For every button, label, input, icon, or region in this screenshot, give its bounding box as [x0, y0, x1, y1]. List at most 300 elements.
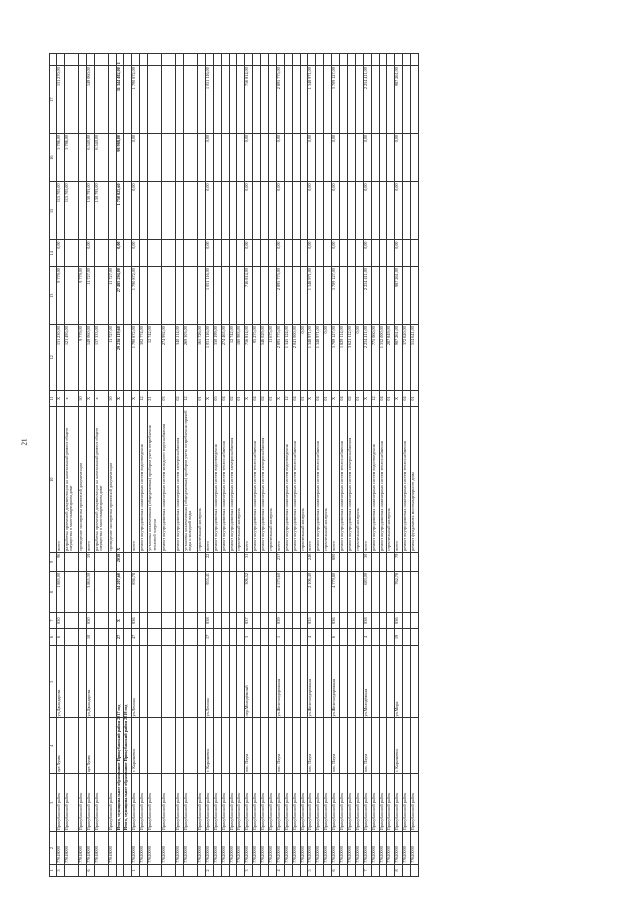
table-cell: [308, 54, 316, 66]
table-body: [57, 54, 419, 877]
table-cell: 77620000: [395, 832, 403, 865]
table-cell: ремонт внутридомовых инженерных систем водоотведения: [140, 407, 148, 552]
table-cell: 0,00: [245, 182, 253, 240]
table-cell: 79: [395, 552, 403, 571]
table-cell: [371, 182, 379, 240]
table-cell: [184, 864, 198, 876]
table-cell: 77620000: [332, 832, 340, 865]
table-cell: [184, 240, 198, 267]
table-cell: [316, 240, 324, 267]
table-cell: 1 885,00: [57, 572, 65, 613]
table-cell: 9 779,00: [57, 267, 65, 325]
table-cell: 77620000: [221, 832, 229, 865]
column-header: 2: [50, 832, 57, 865]
table-cell: [347, 645, 355, 718]
table-cell: 11 727,00: [86, 267, 94, 325]
table-cell: 1 051 116,00: [205, 66, 213, 134]
table-cell: 77620000: [148, 832, 162, 865]
table-cell: ремонт внутридомовых инженерных систем теплоснабжения: [340, 407, 348, 552]
table-cell: [148, 718, 162, 774]
table-cell: [387, 54, 395, 66]
table-cell: [108, 864, 116, 876]
table-cell: [162, 645, 176, 718]
table-cell: [229, 613, 237, 629]
table-cell: 1 790 872,00: [132, 267, 140, 325]
table-row: [213, 54, 221, 877]
table-cell: 0,00: [57, 240, 65, 267]
table-cell: Прикубанский район: [184, 774, 198, 832]
table-cell: 77618000: [64, 832, 78, 865]
table-cell: 3 621 112,00: [347, 325, 355, 390]
table-cell: Прикубанский район: [148, 774, 162, 832]
table-cell: [124, 552, 132, 571]
table-cell: 5: [308, 864, 316, 876]
table-cell: 77620000: [363, 832, 371, 865]
table-cell: 9 779,00: [78, 267, 86, 325]
table-cell: [253, 66, 261, 134]
table-cell: 77620000: [184, 832, 198, 865]
table-cell: ремонт фундамента многоквартирного дома: [411, 407, 419, 552]
table-cell: 17: [205, 628, 213, 645]
table-cell: [229, 645, 237, 718]
table-cell: 4: [363, 628, 371, 645]
table-cell: Прикубанский район: [94, 774, 108, 832]
table-cell: Прикубанский район: [308, 774, 316, 832]
table-cell: [94, 267, 108, 325]
page-number: 21: [20, 438, 29, 446]
table-cell: [347, 864, 355, 876]
table-cell: [108, 645, 116, 718]
table-cell: 6: [332, 864, 340, 876]
table-cell: [411, 133, 419, 181]
table-cell: 77620000: [347, 832, 355, 865]
column-header: 8: [50, 572, 57, 613]
table-cell: [94, 66, 108, 134]
table-cell: 274 992,00: [162, 325, 176, 390]
table-cell: 04: [379, 390, 387, 407]
table-cell: 77620000: [213, 832, 221, 865]
table-cell: 01: [324, 390, 332, 407]
table-cell: 1 829 114,00: [340, 325, 348, 390]
table-cell: [162, 267, 176, 325]
table-cell: Прикубанский район: [387, 774, 395, 832]
table-cell: [184, 718, 198, 774]
table-cell: X: [276, 390, 284, 407]
table-cell: 8: [395, 864, 403, 876]
table-cell: [184, 133, 198, 181]
table-cell: всего: [132, 407, 140, 552]
table-cell: 131 230,90: [57, 325, 65, 390]
table-cell: [371, 66, 379, 134]
table-cell: Прикубанский район: [332, 774, 340, 832]
table-cell: [253, 718, 261, 774]
table-cell: 330 199,00: [213, 325, 221, 390]
table-row: [371, 54, 379, 877]
table-cell: X: [205, 390, 213, 407]
table-cell: строительный контроль: [355, 407, 363, 552]
table-cell: [292, 864, 300, 876]
table-cell: [340, 54, 348, 66]
table-cell: [253, 182, 261, 240]
column-header: 7: [50, 613, 57, 629]
table-cell: 1 790 872,00: [132, 325, 140, 390]
column-header: 4: [50, 718, 57, 774]
table-cell: 4: [276, 864, 284, 876]
table-cell: [64, 645, 78, 718]
table-row: [184, 54, 198, 877]
table-cell: [229, 864, 237, 876]
table-cell: [108, 718, 116, 774]
table-cell: строительный контроль: [237, 407, 245, 552]
table-row: [261, 54, 269, 877]
table-cell: [292, 628, 300, 645]
table-cell: 165 726,00: [198, 325, 206, 390]
table-cell: [124, 407, 132, 552]
table-cell: X: [86, 390, 94, 407]
table-cell: [340, 864, 348, 876]
table-cell: 0,00: [276, 240, 284, 267]
table-cell: ул.Молодёжная: [363, 645, 371, 718]
table-cell: 955,41: [205, 572, 213, 613]
table-cell: [340, 613, 348, 629]
table-cell: 77618000: [108, 832, 116, 865]
table-cell: Прикубанский район: [221, 774, 229, 832]
table-cell: Прикубанский район: [86, 774, 94, 832]
table-cell: 3 865,30: [86, 572, 94, 613]
table-cell: Прикубанский район: [355, 774, 363, 832]
table-cell: 3 709 127,00: [332, 325, 340, 390]
table-cell: [176, 613, 184, 629]
table-cell: 6: [86, 864, 94, 876]
table-cell: 77620000: [403, 832, 411, 865]
table-cell: [162, 54, 176, 66]
table-cell: [213, 182, 221, 240]
table-cell: [284, 613, 292, 629]
table-cell: [379, 613, 387, 629]
table-cell: 716 814,00: [245, 325, 253, 390]
table-cell: 1 051 116,00: [205, 267, 213, 325]
table-cell: [94, 628, 108, 645]
table-cell: 716 814,00: [245, 66, 253, 134]
table-cell: [229, 718, 237, 774]
table-cell: 180 983,00: [237, 325, 245, 390]
table-cell: 77620000: [176, 832, 184, 865]
table-cell: Прикубанский район: [198, 774, 206, 832]
table-cell: 2 254 411,00: [363, 66, 371, 134]
table-row: [229, 54, 237, 877]
table-cell: 01: [198, 390, 206, 407]
table-cell: ремонт внутридомовых инженерных систем электроснабжения: [261, 407, 269, 552]
table-cell: 02: [347, 390, 355, 407]
table-cell: [148, 66, 162, 134]
table-cell: 50: [108, 390, 116, 407]
table-cell: 04: [221, 390, 229, 407]
table-cell: [292, 133, 300, 181]
column-header: 15: [50, 182, 57, 240]
table-cell: [403, 552, 411, 571]
table-cell: [403, 66, 411, 134]
table-cell: [162, 66, 176, 134]
table-cell: Прикубанский район: [78, 774, 86, 832]
table-cell: [347, 240, 355, 267]
table-cell: 01: [411, 390, 419, 407]
table-cell: [261, 267, 269, 325]
table-cell: Прикубанский район: [237, 774, 245, 832]
table-cell: [140, 718, 148, 774]
table-cell: Прикубанский район: [162, 774, 176, 832]
table-cell: 2 254 411,00: [363, 267, 371, 325]
table-cell: установка коллективных (общедомовых) приборов учета потребления горячей воды и холодной воды: [184, 407, 198, 552]
table-cell: [261, 133, 269, 181]
table-cell: 02: [261, 390, 269, 407]
table-cell: 77620000: [292, 832, 300, 865]
table-cell: [64, 66, 78, 134]
table-cell: Прикубанский район: [395, 774, 403, 832]
table-cell: [340, 628, 348, 645]
table-cell: [184, 182, 198, 240]
table-cell: 2 895 775,00: [276, 325, 284, 390]
table-cell: [403, 182, 411, 240]
table-cell: [284, 267, 292, 325]
table-cell: [340, 267, 348, 325]
table-cell: X: [308, 390, 316, 407]
table-cell: [213, 552, 221, 571]
table-cell: ремонт внутридомовых инженерных систем теплоснабжения: [403, 407, 411, 552]
table-cell: [403, 267, 411, 325]
table-cell: [379, 628, 387, 645]
table-cell: [184, 613, 198, 629]
table-cell: [221, 54, 229, 66]
table-cell: 987 261,00: [395, 325, 403, 390]
table-cell: 98 988,00: [116, 133, 124, 181]
table-cell: 2 895 775,00: [276, 66, 284, 134]
table-cell: 1 348 971,00: [308, 325, 316, 390]
table-cell: 77618000: [86, 832, 94, 865]
table-cell: 77618000: [78, 832, 86, 865]
table-cell: ремонт внутридомовых инженерных систем электроснабжения: [229, 407, 237, 552]
table-cell: [371, 645, 379, 718]
table-cell: 0,00: [363, 240, 371, 267]
table-cell: [148, 552, 162, 571]
table-cell: 77620000: [140, 832, 148, 865]
table-cell: 3: [245, 864, 253, 876]
table-cell: [148, 613, 162, 629]
table-cell: [261, 718, 269, 774]
table-cell: [184, 552, 198, 571]
table-cell: [403, 572, 411, 613]
table-cell: [162, 133, 176, 181]
table-cell: [253, 645, 261, 718]
table-cell: ул.Мира: [395, 645, 403, 718]
table-cell: ул.Железнодорожная: [308, 645, 316, 718]
table-cell: [108, 552, 116, 571]
table-cell: [213, 240, 221, 267]
table-row: [316, 54, 324, 877]
table-cell: 30: [363, 552, 371, 571]
table-cell: [379, 718, 387, 774]
table-cell: 836: [132, 613, 140, 629]
table-cell: 77620000: [198, 832, 206, 865]
table-cell: [148, 182, 162, 240]
table-cell: пос. Пхум: [332, 718, 340, 774]
table-cell: [57, 54, 65, 66]
table-cell: 287 849,00: [387, 325, 395, 390]
table-cell: всего: [57, 407, 65, 552]
table-cell: [284, 240, 292, 267]
table-cell: [316, 645, 324, 718]
table-cell: [284, 628, 292, 645]
table-cell: 2038: [116, 552, 124, 571]
table-cell: [347, 267, 355, 325]
table-cell: 836: [332, 613, 340, 629]
table-cell: [140, 552, 148, 571]
table-cell: [261, 645, 269, 718]
table-cell: 47: [132, 628, 140, 645]
table-cell: 21: [148, 390, 162, 407]
table-cell: [340, 182, 348, 240]
table-cell: 1 750 825,60: [116, 182, 124, 240]
table-cell: 77620000: [269, 832, 277, 865]
table-cell: 987 261,00: [395, 66, 403, 134]
table-cell: [284, 645, 292, 718]
table-cell: X: [363, 390, 371, 407]
table-cell: [184, 572, 198, 613]
table-cell: [94, 572, 108, 613]
table-cell: 2 106,40: [308, 572, 316, 613]
table-cell: ул.Джандарова: [57, 645, 65, 718]
table-cell: [347, 552, 355, 571]
table-cell: установка коллективных (общедомовых) приборов учета потребления тепловой энергии: [148, 407, 162, 552]
column-header: 16: [50, 133, 57, 181]
table-cell: [379, 240, 387, 267]
table-cell: Прикубанский район: [403, 774, 411, 832]
table-cell: [140, 864, 148, 876]
table-cell: [229, 182, 237, 240]
table-cell: ремонт внутридомовых инженерных систем электроснабжения: [347, 407, 355, 552]
table-cell: [316, 552, 324, 571]
table-cell: 372 620,00: [403, 325, 411, 390]
table-cell: [221, 552, 229, 571]
table-row: [86, 54, 94, 877]
table-cell: [213, 66, 221, 134]
table-cell: [316, 864, 324, 876]
table-cell: 0,00: [308, 182, 316, 240]
table-cell: [284, 133, 292, 181]
table-cell: [64, 267, 78, 325]
table-cell: 02: [176, 390, 184, 407]
table-cell: [411, 267, 419, 325]
capital-repair-table: [49, 53, 419, 877]
table-cell: 22: [205, 552, 213, 571]
table-cell: [132, 552, 140, 571]
table-cell: [253, 613, 261, 629]
table-cell: [140, 613, 148, 629]
table-cell: 01: [355, 390, 363, 407]
table-cell: 2 041 000,00: [292, 325, 300, 390]
table-cell: ремонт внутридомовых инженерных систем водоотведения: [371, 407, 379, 552]
table-row: [403, 54, 411, 877]
table-cell: 27: [116, 628, 124, 645]
table-cell: [221, 613, 229, 629]
table-cell: Итого, муниципальное образование Прикубанский район 2018 год: [124, 774, 132, 832]
table-cell: проведение экспертизы проектной документации: [78, 407, 86, 552]
table-cell: [269, 54, 277, 66]
table-cell: 0,00: [86, 240, 94, 267]
table-cell: 77620000: [324, 832, 332, 865]
table-cell: [148, 628, 162, 645]
table-cell: всего: [363, 407, 371, 552]
table-cell: Прикубанский район: [253, 774, 261, 832]
table-cell: пер.Молодёжный: [245, 645, 253, 718]
table-cell: 9 779,00: [78, 325, 86, 390]
table-cell: [395, 54, 403, 66]
table-cell: 77620000: [162, 832, 176, 865]
table-cell: [276, 54, 284, 66]
table-cell: X: [57, 390, 65, 407]
table-cell: [316, 267, 324, 325]
table-cell: 12 742,00: [148, 325, 162, 390]
table-cell: 762,78: [395, 572, 403, 613]
table-cell: 04: [340, 390, 348, 407]
table-cell: 0,00: [308, 240, 316, 267]
table-cell: [284, 718, 292, 774]
table-cell: 11 727,00: [108, 267, 116, 325]
table-cell: всего: [332, 407, 340, 552]
table-cell: [64, 628, 78, 645]
table-cell: [124, 54, 132, 66]
table-cell: 137 333,00: [94, 325, 108, 390]
table-cell: [213, 133, 221, 181]
table-row: [411, 54, 419, 877]
table-cell: [108, 182, 116, 240]
table-cell: 77620000: [276, 832, 284, 865]
table-cell: [403, 628, 411, 645]
table-cell: 2: [205, 864, 213, 876]
table-cell: [411, 54, 419, 66]
table-cell: [94, 718, 108, 774]
table-cell: 246: [308, 552, 316, 571]
table-cell: [140, 267, 148, 325]
table-cell: [379, 864, 387, 876]
table-cell: 4 779,80: [332, 572, 340, 613]
table-cell: 839: [276, 613, 284, 629]
table-cell: разработка проектной документации на капитальный ремонт общего имущества в многоквартирном доме: [64, 407, 78, 552]
table-cell: 269 303,00: [184, 325, 198, 390]
table-cell: 03: [162, 390, 176, 407]
table-cell: 302 774,00: [140, 325, 148, 390]
table-cell: ул.Железнодорожная: [332, 645, 340, 718]
table-cell: пос. Пхум: [308, 718, 316, 774]
table-cell: 0,00: [300, 325, 308, 390]
table-cell: [253, 267, 261, 325]
rotated-table-wrapper: [49, 53, 625, 877]
table-cell: [176, 718, 184, 774]
table-cell: [411, 864, 419, 876]
table-cell: [162, 572, 176, 613]
table-cell: 77620000: [253, 832, 261, 865]
table-cell: X: [395, 390, 403, 407]
table-cell: 04: [403, 390, 411, 407]
table-cell: [94, 864, 108, 876]
table-cell: 1 790 872,00: [132, 66, 140, 134]
table-cell: [253, 133, 261, 181]
table-cell: [64, 572, 78, 613]
table-cell: Прикубанский район: [132, 774, 140, 832]
column-header: 1: [50, 864, 57, 876]
table-cell: [347, 718, 355, 774]
table-cell: 77620000: [229, 832, 237, 865]
table-cell: [371, 240, 379, 267]
